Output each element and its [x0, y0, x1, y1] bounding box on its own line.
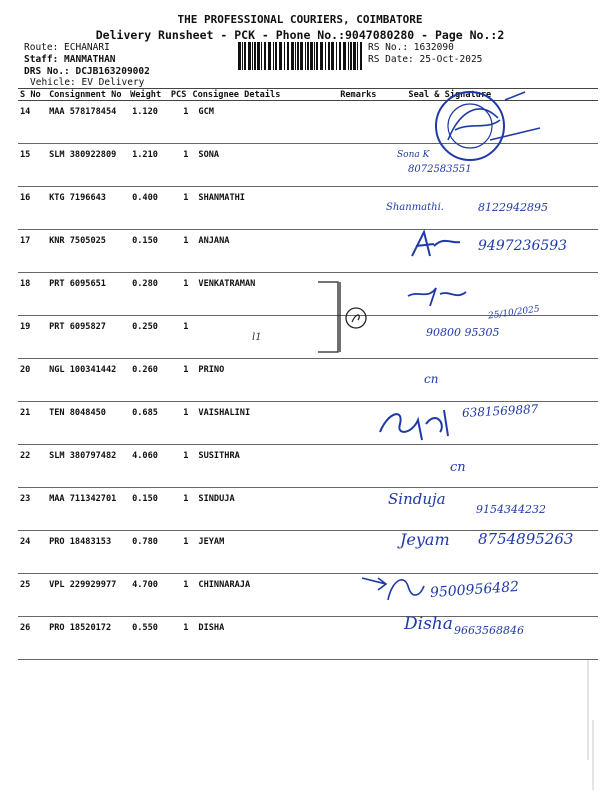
- barcode-bar: [261, 42, 262, 70]
- table-header-row: [18, 89, 598, 101]
- handwriting-sona-phone: 8072583551: [408, 164, 472, 175]
- cell-consignee: DISHA: [190, 617, 330, 660]
- table-row: [18, 359, 598, 402]
- cell-remarks: [330, 445, 378, 488]
- cell-sno: 24: [18, 531, 47, 574]
- barcode-bar: [252, 42, 253, 70]
- cell-remarks: [330, 316, 378, 359]
- cell-pcs: 1: [169, 617, 191, 660]
- handwriting-disha-phone: 9663568846: [454, 624, 524, 637]
- cell-consignee: SHANMATHI: [190, 187, 330, 230]
- barcode-bar: [264, 42, 266, 70]
- barcode-bar: [279, 42, 282, 70]
- cell-remarks: [330, 617, 378, 660]
- cell-remarks: [330, 187, 378, 230]
- cell-consignee: ANJANA: [190, 230, 330, 273]
- cell-weight: 0.780: [128, 531, 169, 574]
- col-header-sno: S No: [18, 89, 47, 101]
- cell-consignee: VENKATRAMAN: [190, 273, 330, 316]
- barcode-bar: [328, 42, 330, 70]
- cell-consignee: JEYAM: [190, 531, 330, 574]
- cell-sno: 22: [18, 445, 47, 488]
- table-row: [18, 617, 598, 660]
- cell-remarks: [330, 144, 378, 187]
- barcode-bar: [295, 42, 296, 70]
- barcode-bar: [316, 42, 318, 70]
- cell-pcs: 1: [169, 273, 191, 316]
- cell-consignment: NGL 100341442: [47, 359, 128, 402]
- col-header-consignment: Consignment No: [47, 89, 128, 101]
- runsheet-subtitle: Delivery Runsheet - PCK - Phone No.:9047080280 - Page No.:2: [95, 28, 505, 42]
- handwriting-jeyam-phone: 8754895263: [478, 530, 574, 548]
- cell-remarks: [330, 230, 378, 273]
- cell-consignment: SLM 380922809: [47, 144, 128, 187]
- cell-weight: 4.060: [128, 445, 169, 488]
- cell-consignment: MAA 578178454: [47, 101, 128, 144]
- barcode-bar: [244, 42, 246, 70]
- barcode-bar: [273, 42, 274, 70]
- drs-label: DRS No.: DCJB163209002: [24, 66, 150, 77]
- cell-sno: 17: [18, 230, 47, 273]
- cell-pcs: 1: [169, 144, 191, 187]
- cell-pcs: 1: [169, 531, 191, 574]
- barcode-bar: [242, 42, 243, 70]
- handwriting-disha: Disha: [404, 614, 453, 634]
- barcode-bar: [325, 42, 326, 70]
- cell-remarks: [330, 574, 378, 617]
- cell-weight: 0.685: [128, 402, 169, 445]
- table-row: [18, 445, 598, 488]
- handwriting-shanmathi: Shanmathi.: [386, 202, 444, 213]
- cell-seal: [378, 445, 598, 488]
- cell-sno: 19: [18, 316, 47, 359]
- rs-date: RS Date: 25-Oct-2025: [368, 54, 483, 65]
- barcode-bar: [320, 42, 323, 70]
- cell-remarks: [330, 531, 378, 574]
- cell-pcs: 1: [169, 488, 191, 531]
- cell-weight: 1.120: [128, 101, 169, 144]
- cell-sno: 18: [18, 273, 47, 316]
- cell-consignment: SLM 380797482: [47, 445, 128, 488]
- cell-consignment: PRT 6095651: [47, 273, 128, 316]
- company-title: THE PROFESSIONAL COURIERS, COIMBATORE: [177, 13, 423, 26]
- cell-pcs: 1: [169, 316, 191, 359]
- handwriting-date: 25/10/2025: [487, 304, 541, 322]
- cell-seal: [378, 101, 598, 144]
- barcode-bar: [307, 42, 309, 70]
- barcode-bar: [300, 42, 303, 70]
- handwriting-sinduja-phone: 9154344232: [476, 503, 546, 516]
- barcode-bar: [238, 42, 241, 70]
- cell-sno: 15: [18, 144, 47, 187]
- barcode-bar: [254, 42, 256, 70]
- cell-seal: [378, 359, 598, 402]
- barcode-bar: [314, 42, 315, 70]
- barcode-bar: [357, 42, 358, 70]
- handwriting-anjana-phone: 9497236593: [478, 238, 568, 254]
- cell-pcs: 1: [169, 402, 191, 445]
- cell-consignee: GCM: [190, 101, 330, 144]
- barcode-bar: [257, 42, 260, 70]
- cell-weight: 0.550: [128, 617, 169, 660]
- cell-remarks: [330, 359, 378, 402]
- barcode-bar: [275, 42, 277, 70]
- handwriting-jeyam: Jeyam: [400, 530, 450, 549]
- barcode-bar: [291, 42, 294, 70]
- cell-weight: 0.280: [128, 273, 169, 316]
- barcode-bar: [360, 42, 362, 70]
- cell-weight: 4.700: [128, 574, 169, 617]
- handwriting-susithra: cn: [450, 460, 466, 475]
- barcode-bar: [287, 42, 289, 70]
- cell-weight: 0.150: [128, 230, 169, 273]
- col-header-pcs: PCS: [169, 89, 191, 101]
- barcode-bar: [343, 42, 346, 70]
- cell-sno: 25: [18, 574, 47, 617]
- col-header-weight: Weight: [128, 89, 169, 101]
- handwriting-margin-mark: l1: [252, 332, 262, 343]
- cell-pcs: 1: [169, 187, 191, 230]
- cell-pcs: 1: [169, 445, 191, 488]
- cell-pcs: 1: [169, 574, 191, 617]
- cell-weight: 1.210: [128, 144, 169, 187]
- table-row: [18, 144, 598, 187]
- cell-sno: 16: [18, 187, 47, 230]
- barcode-bar: [339, 42, 341, 70]
- cell-sno: 14: [18, 101, 47, 144]
- cell-consignment: TEN 8048450: [47, 402, 128, 445]
- cell-consignment: KTG 7196643: [47, 187, 128, 230]
- handwriting-prino: cn: [424, 372, 439, 386]
- cell-sno: 20: [18, 359, 47, 402]
- rs-number: RS No.: 1632090: [368, 42, 454, 53]
- cell-weight: 0.150: [128, 488, 169, 531]
- cell-consignment: PRO 18483153: [47, 531, 128, 574]
- barcode-bar: [297, 42, 299, 70]
- col-header-consignee: Consignee Details: [190, 89, 330, 101]
- cell-weight: 0.400: [128, 187, 169, 230]
- barcode-bar: [350, 42, 352, 70]
- cell-pcs: 1: [169, 359, 191, 402]
- handwriting-vaishalini-phone: 6381569887: [461, 402, 539, 420]
- cell-remarks: [330, 402, 378, 445]
- col-header-seal: Seal & Signature: [378, 89, 598, 101]
- barcode-bar: [305, 42, 306, 70]
- cell-weight: 0.250: [128, 316, 169, 359]
- barcode-bar: [284, 42, 285, 70]
- cell-remarks: [330, 488, 378, 531]
- cell-sno: 26: [18, 617, 47, 660]
- col-header-remarks: Remarks: [330, 89, 378, 101]
- cell-consignment: VPL 229929977: [47, 574, 128, 617]
- cell-consignment: PRT 6095827: [47, 316, 128, 359]
- route-label: Route: ECHANARI: [24, 42, 110, 53]
- cell-weight: 0.260: [128, 359, 169, 402]
- staff-label: Staff: MANMATHAN: [24, 54, 116, 65]
- cell-remarks: [330, 273, 378, 316]
- cell-consignee: SUSITHRA: [190, 445, 330, 488]
- cell-consignee: SONA: [190, 144, 330, 187]
- cell-remarks: [330, 101, 378, 144]
- cell-consignment: PRO 18520172: [47, 617, 128, 660]
- cell-consignee: CHINNARAJA: [190, 574, 330, 617]
- barcode-bar: [268, 42, 271, 70]
- cell-pcs: 1: [169, 230, 191, 273]
- barcode-bar: [310, 42, 313, 70]
- barcode-bar: [248, 42, 251, 70]
- cell-sno: 21: [18, 402, 47, 445]
- table-row: [18, 101, 598, 144]
- handwriting-sinduja: Sinduja: [388, 490, 446, 508]
- table-row: [18, 316, 598, 359]
- cell-consignee: PRINO: [190, 359, 330, 402]
- handwriting-sona: Sona K: [397, 150, 430, 160]
- cell-consignee: SINDUJA: [190, 488, 330, 531]
- cell-seal: [378, 273, 598, 316]
- barcode: [238, 42, 363, 70]
- barcode-bar: [336, 42, 337, 70]
- handwriting-shanmathi-phone: 8122942895: [478, 201, 548, 214]
- barcode-bar: [348, 42, 349, 70]
- barcode-bar: [331, 42, 334, 70]
- cell-pcs: 1: [169, 101, 191, 144]
- handwriting-phone-19: 90800 95305: [426, 326, 500, 339]
- vehicle-label: Vehicle: EV Delivery: [30, 77, 145, 88]
- runsheet-table: [18, 88, 598, 660]
- cell-consignee: VAISHALINI: [190, 402, 330, 445]
- handwriting-chinnaraja-phone: 9500956482: [429, 578, 520, 602]
- cell-consignment: KNR 7505025: [47, 230, 128, 273]
- barcode-bar: [353, 42, 356, 70]
- cell-consignment: MAA 711342701: [47, 488, 128, 531]
- cell-sno: 23: [18, 488, 47, 531]
